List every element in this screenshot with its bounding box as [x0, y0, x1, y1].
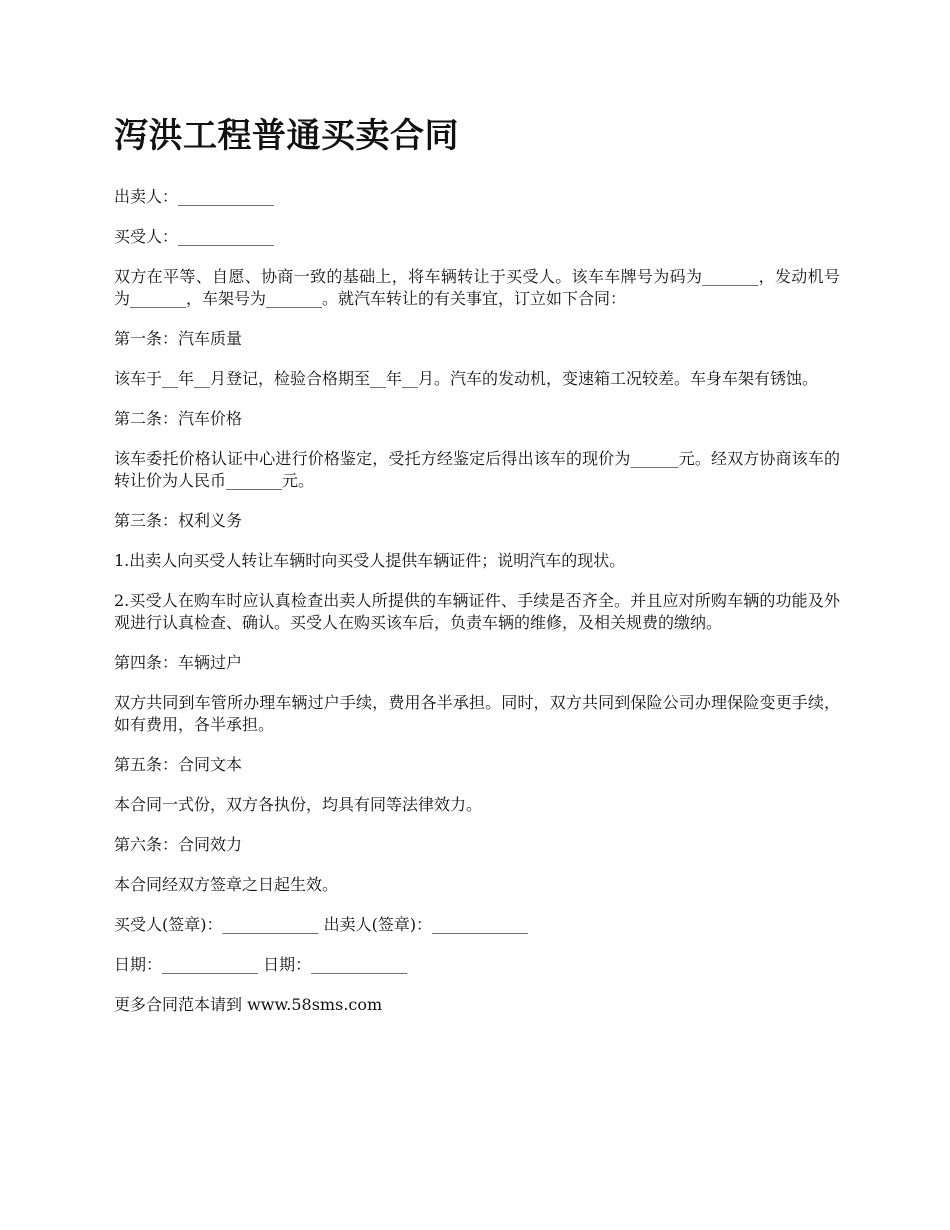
seller-line: 出卖人：____________ — [114, 187, 275, 206]
article-6-heading: 第六条：合同效力 — [114, 835, 243, 854]
intro-paragraph: 双方在平等、自愿、协商一致的基础上，将车辆转让于买受人。该车车牌号为码为_______，发动机号为_______，车架号为_______。就汽车转让的有关事宜，订立如下合同： — [114, 267, 840, 308]
article-1-body: 该车于__年__月登记，检验合格期至__年__月。汽车的发动机，变速箱工况较差。车身车架有锈蚀。 — [114, 369, 819, 388]
article-6-body: 本合同经双方签章之日起生效。 — [114, 875, 339, 894]
article-3-item-2: 2.买受人在购车时应认真检查出卖人所提供的车辆证件、手续是否齐全。并且应对所购车辆的功能及外观进行认真检查、确认。买受人在购买该车后，负责车辆的维修，及相关规费的缴纳。 — [114, 591, 840, 632]
date-line: 日期：____________ 日期：____________ — [114, 955, 408, 974]
footer-note: 更多合同范本请到 www.58sms.com — [114, 995, 383, 1014]
article-2-heading: 第二条：汽车价格 — [114, 409, 243, 428]
article-4-body: 双方共同到车管所办理车辆过户手续，费用各半承担。同时，双方共同到保险公司办理保险变更手续，如有费用，各半承担。 — [114, 693, 840, 734]
article-1-heading: 第一条：汽车质量 — [114, 329, 243, 348]
buyer-line: 买受人：____________ — [114, 227, 275, 246]
article-2-body: 该车委托价格认证中心进行价格鉴定，受托方经鉴定后得出该车的现价为______元。经双方协商该车的转让价为人民币_______元。 — [114, 449, 840, 490]
article-3-heading: 第三条：权利义务 — [114, 511, 243, 530]
article-5-heading: 第五条：合同文本 — [114, 755, 243, 774]
article-5-body: 本合同一式份，双方各执份，均具有同等法律效力。 — [114, 795, 483, 814]
document-page — [114, 112, 840, 1034]
document-title: 泻洪工程普通买卖合同 — [114, 116, 459, 156]
article-4-heading: 第四条：车辆过户 — [114, 653, 243, 672]
article-3-item-1: 1.出卖人向买受人转让车辆时向买受人提供车辆证件；说明汽车的现状。 — [114, 551, 626, 570]
signature-line: 买受人(签章)：____________ 出卖人(签章)：____________ — [114, 915, 529, 934]
